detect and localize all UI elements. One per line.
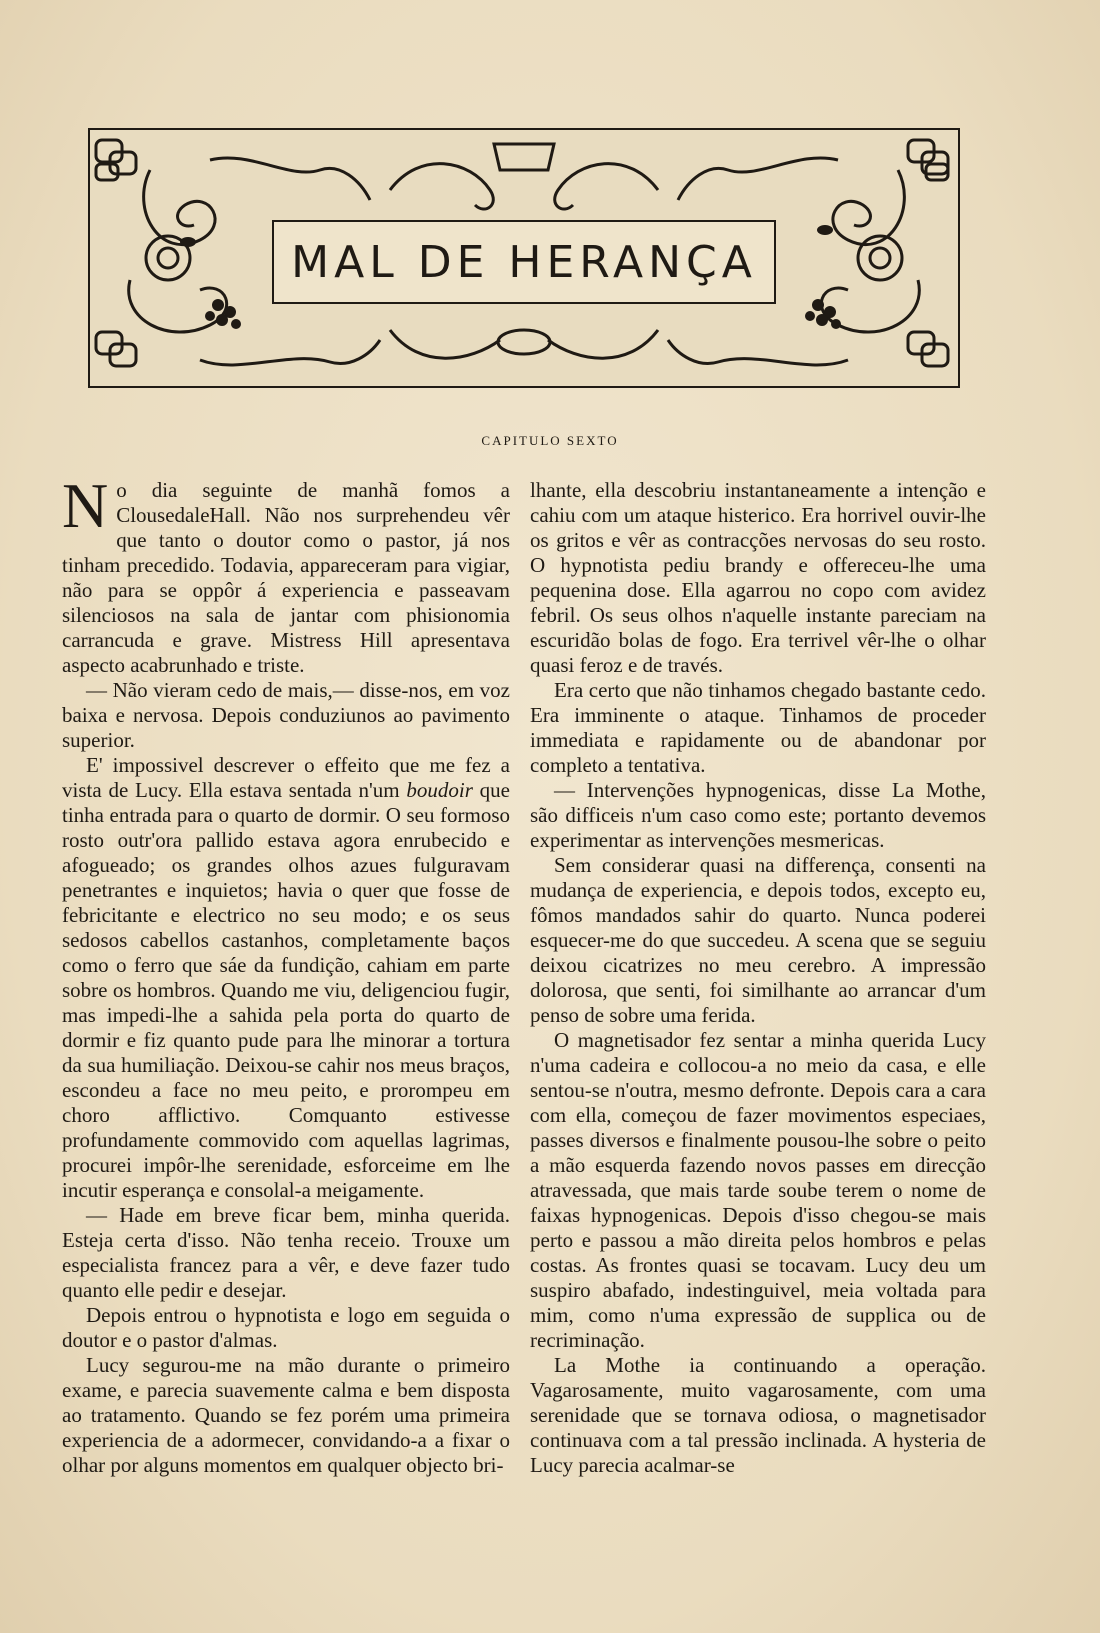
corner-knot-bottom-right: [908, 332, 948, 366]
paragraph-text: que tinha entrada para o quarto de dormir. O seu formoso rosto outr'ora pallido estava agora enrubecido e afogueado; os grandes olhos azues fulguravam penetrantes e inquietos; havia o quer que fosse de febricitante e electrico no seu modo; e os seus sedosos cabellos castanhos, completamente baços como o ferro que sáe da fundição, cahiam em parte sobre os hombros. Quando me viu, deligenciou fugir, mas impedi-lhe a sahida pela porta do quarto de dormir e fiz quanto pude para lhe minorar a tortura da sua humiliação. Deixou-se cahir nos meus braços, escondeu a face no meu peito, e prorompeu em choro afflictivo. Comquanto estivesse profundamente commovido com aquellas lagrimas, procurei impôr-lhe serenidade, esforceime em lhe incutir esperança e consolal-a meigamente.: [62, 778, 510, 1202]
paragraph: O magnetisador fez sentar a minha querida Lucy n'uma cadeira e collocou-a no meio da casa, e elle sentou-se n'outra, mesmo defronte. Depois cara a cara com ella, começou de fazer movimentos especiaes, passes diversos e finalmente pousou-lhe sobre o peito a mão esquerda fazendo novos passes em direcção atravessada, que mais tarde soube terem o nome de faixas hypnogenicas. Depois d'isso chegou-se mais perto e passou a mão direita pelos hombros e pelas costas. As frontes quasi se tocavam. Lucy deu um suspiro abafado, indestinguivel, meia voltada para mim, como n'uma expressão de supplica ou de recriminação.: [530, 1028, 986, 1352]
paragraph: Era certo que não tinhamos chegado bastante cedo. Era imminente o ataque. Tinhamos de proceder immediata e rapidamente ou de abandonar por completo a tentativa.: [530, 678, 986, 777]
paragraph: [62, 753, 510, 1203]
left-column: [62, 470, 510, 1478]
paragraph: La Mothe ia continuando a operação. Vagarosamente, muito vagarosamente, com uma serenidade que se tornava odiosa, o magnetisador continuava com a tal pressão inclinada. A hysteria de Lucy parecia acalmar-se: [530, 1353, 986, 1477]
paragraph: — Intervenções hypnogenicas, disse La Mothe, são difficeis n'um caso como este; portanto devemos experimentar as intervenções mesmericas.: [530, 778, 986, 852]
paragraph: [62, 470, 510, 678]
paragraph: Lucy segurou-me na mão durante o primeiro exame, e parecia suavemente calma e bem disposta ao tratamento. Quando se fez porém uma primeira experiencia de a adormecer, convidando-a a fixar o olhar por alguns momentos em qualquer objecto bri-: [62, 1353, 510, 1477]
corner-knot-top-left: [96, 140, 136, 180]
italic-word: boudoir: [406, 778, 473, 802]
right-column: [530, 478, 986, 1478]
article-title: MAL DE HERANÇA: [291, 236, 757, 288]
paragraph-text: o dia seguinte de manhã fomos a ClousedaleHall. Não nos surprehendeu vêr que tanto o doutor como o pastor, já nos tinham precedido. Todavia, appareceram para vigiar, não para se oppôr á experiencia e passeavam silenciosos na sala de jantar com phisionomia carrancuda e grave. Mistress Hill apresentava aspecto acabrunhado e triste.: [62, 478, 510, 677]
corner-knot-bottom-left: [96, 332, 136, 366]
chapter-heading: CAPITULO SEXTO: [481, 433, 619, 448]
drop-cap: N: [62, 470, 109, 541]
ornamental-header-banner: [88, 128, 960, 388]
paragraph: lhante, ella descobriu instantaneamente a intenção e cahiu com um ataque histerico. Era horrivel ouvir-lhe os gritos e vêr as contracções nervosas do seu rosto. O hypnotista pediu brandy e offereceu-lhe uma pequenina dose. Ella agarrou no copo com avidez febril. Os seus olhos n'aquelle instante pareciam na escuridão bolas de fogo. Era terrivel vêr-lhe o olhar quasi feroz e de través.: [530, 478, 986, 677]
paragraph: Sem considerar quasi na differença, consenti na mudança de experiencia, e depois todos, excepto eu, fômos mandados sahir do quarto. Nunca poderei esquecer-me do que succedeu. A scena que se seguiu deixou cicatrizes no meu cerebro. A impressão dolorosa, que senti, foi similhante ao arrancar d'um penso de sobre uma ferida.: [530, 853, 986, 1027]
paragraph: — Não vieram cedo de mais,— disse-nos, em voz baixa e nervosa. Depois conduziunos ao pavimento superior.: [62, 678, 510, 752]
title-box: [272, 220, 776, 304]
paragraph: Depois entrou o hypnotista e logo em seguida o doutor e o pastor d'almas.: [62, 1303, 510, 1352]
paragraph: — Hade em breve ficar bem, minha querida. Esteja certa d'isso. Não tenha receio. Trouxe um especialista francez para a vêr, e deve fazer tudo quanto elle pedir e desejar.: [62, 1203, 510, 1302]
paragraph-text: E' impossivel descrever o effeito que me fez a vista de Lucy. Ella estava sentada n'um: [62, 753, 510, 802]
corner-knot-top-right: [908, 140, 948, 180]
